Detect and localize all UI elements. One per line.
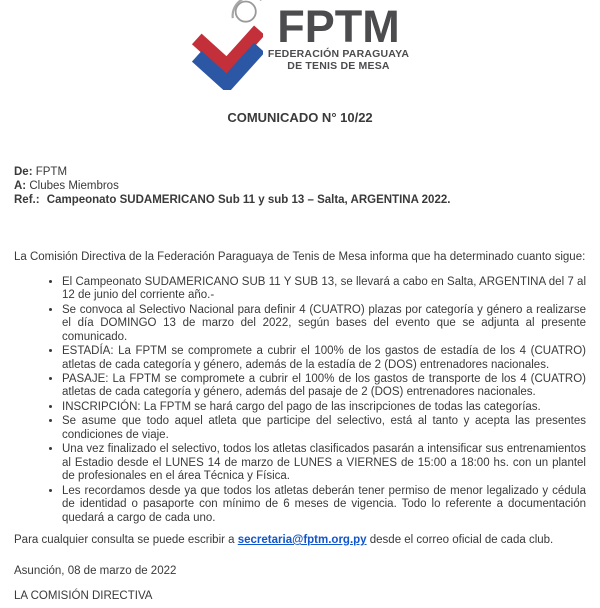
list-item: • Les recordamos desde ya que todos los atletas deberán tener permiso de menor legalizado y cédula de identidad o pasaporte con mínimo de 6 meses de vigencia. Todo lo referente a documentación quedará a cargo de cada uno. [62, 485, 586, 525]
logo-text-block [267, 1, 410, 73]
logo-org-name-line1: FEDERACIÓN PARAGUAYA [267, 48, 410, 61]
from-label: De: [14, 166, 33, 178]
ref-line [14, 193, 586, 207]
signature-line: LA COMISIÓN DIRECTIVA [14, 589, 153, 602]
list-item: • El Campeonato SUDAMERICANO SUB 11 Y SUB 13, se llevará a cabo en Salta, ARGENTINA del 7 al 12 de junio del corriente año.- [62, 276, 586, 303]
list-item: • Una vez finalizado el selectivo, todos los atletas clasificados pasarán a intensificar sus entrenamientos al Estadio desde el LUNES 14 de marzo de LUNES a VIERNES de 15:00 a 18:00 hs. con un plantel de profesionales en el área Técnica y Física. [62, 443, 586, 483]
ref-label: Ref.: [14, 194, 40, 207]
bullet-list [14, 276, 586, 525]
to-value: Clubes Miembros [29, 180, 119, 193]
contact-text-after: desde el correo oficial de cada club. [366, 534, 554, 546]
ref-value: Campeonato SUDAMERICANO Sub 11 y sub 13 – Salta, ARGENTINA 2022. [46, 194, 451, 207]
document-meta [14, 165, 586, 207]
fptm-checkmark-logo-icon [191, 0, 263, 90]
to-line [14, 179, 586, 193]
intro-paragraph: La Comisión Directiva de la Federación Paraguaya de Tenis de Mesa informa que ha determinado cuanto sigue: [14, 251, 586, 264]
table-tennis-ball-icon [235, 2, 255, 22]
list-item: • Se convoca al Selectivo Nacional para definir 4 (CUATRO) plazas por categoría y género a realizarse el día DOMINGO 13 de marzo del 2022, según bases del evento que se adjunta al presente comunicado. [62, 304, 586, 344]
from-value: FPTM [35, 166, 68, 178]
email-link[interactable]: secretaria@fptm.org.py [237, 534, 367, 546]
from-line [14, 165, 586, 179]
list-item: • INSCRIPCIÓN: La FPTM se hará cargo del pago de las inscripciones de todas las categorías. [62, 401, 586, 414]
list-item: • PASAJE: La FPTM se compromete a cubrir el 100% de los gastos de transporte de los 4 (CUATRO) atletas de cada categoría y género, además del pasaje de 2 (DOS) entrenadores nacionales. [62, 373, 586, 400]
list-item: • ESTADÍA: La FPTM se compromete a cubrir el 100% de los gastos de estadía de los 4 (CUATRO) atletas de cada categoría y género, además de la estadía de 2 (DOS) entrenadores nacionales. [62, 345, 586, 372]
fptm-logo [14, 0, 586, 86]
contact-text-before: Para cualquier consulta se puede escribir a [14, 534, 238, 546]
logo-acronym: FPTM [277, 1, 400, 52]
page-title: COMUNICADO N° 10/22 [227, 110, 373, 125]
to-label: A: [14, 180, 27, 193]
logo-org-name-line2: DE TENIS DE MESA [287, 60, 390, 73]
place-date-line: Asunción, 08 de marzo de 2022 [14, 564, 177, 577]
contact-paragraph [14, 534, 586, 548]
list-item: • Se asume que todo aquel atleta que participe del selectivo, está al tanto y acepta las presentes condiciones de viaje. [62, 415, 586, 442]
